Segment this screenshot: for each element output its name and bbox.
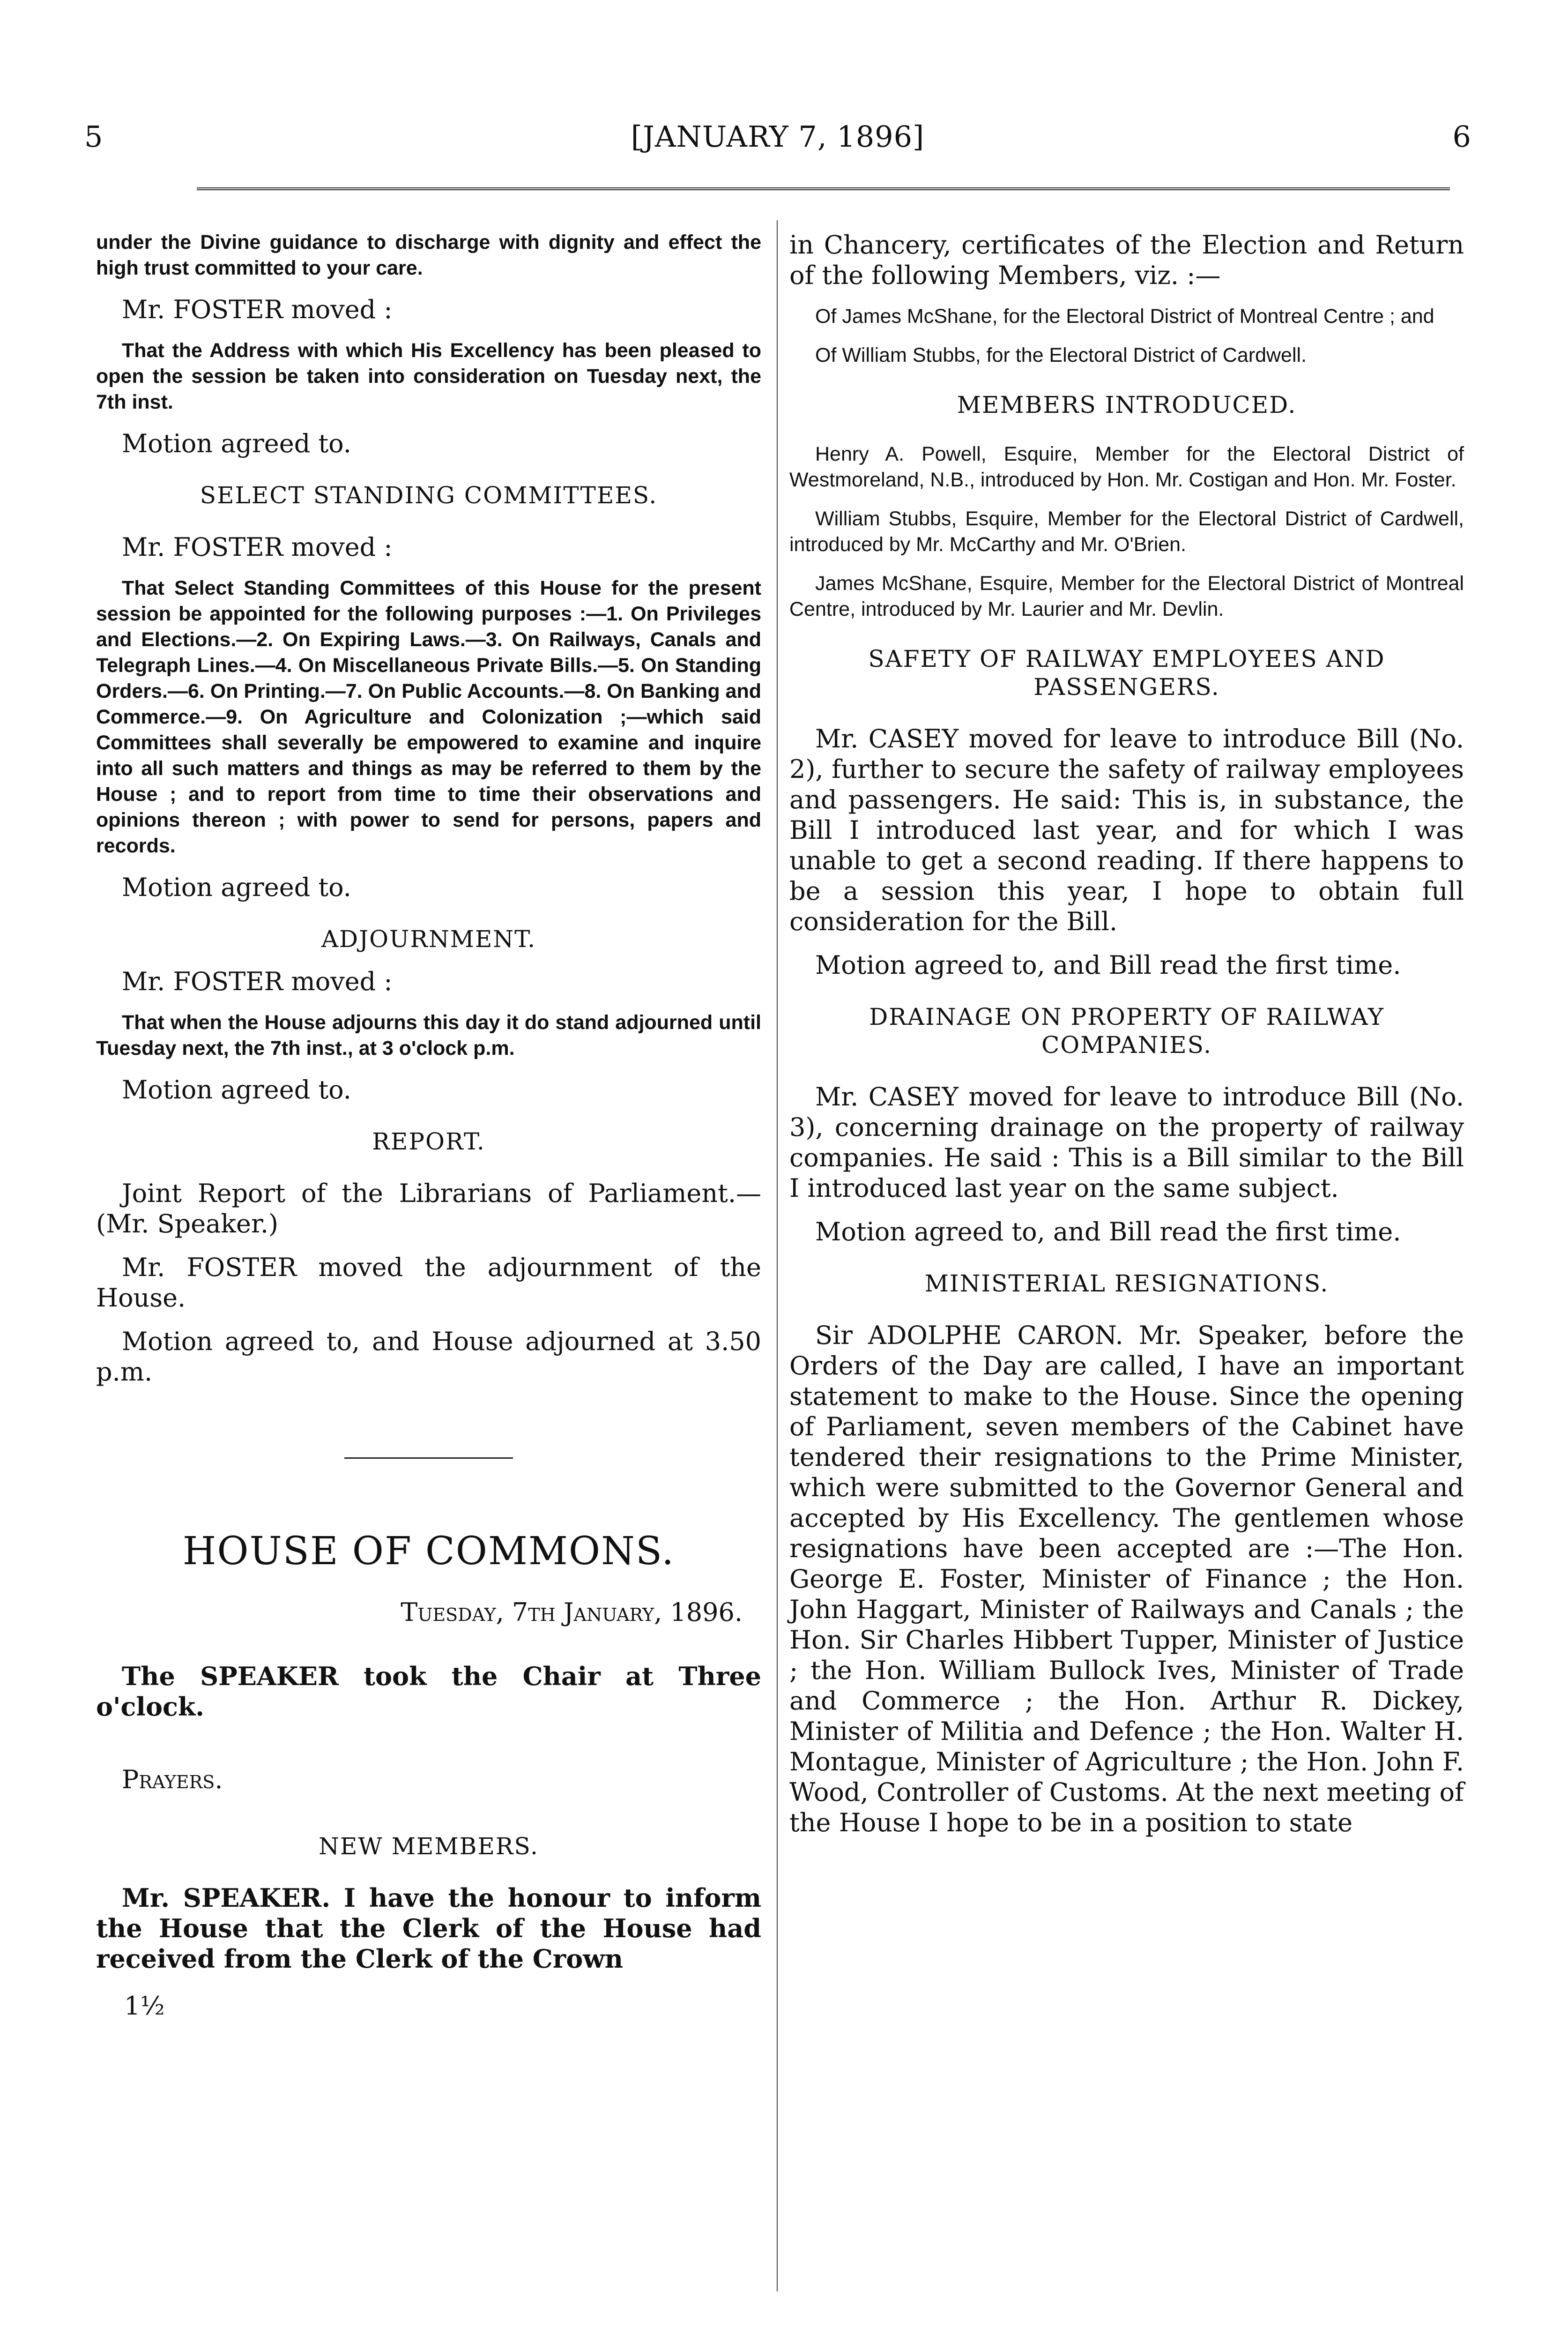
intro-mcshane: James McShane, Esquire, Member for the Electoral District of Montreal Centre, introduced by Mr. Laurier and Mr. Devlin. [789, 572, 1464, 620]
signature-mark: 1½ [124, 1991, 165, 2021]
page-number-left: 5 [84, 119, 103, 154]
heading-railway-safety: SAFETY OF RAILWAY EMPLOYEES AND PASSENGERS. [868, 645, 1385, 701]
heading-new-members: NEW MEMBERS. [319, 1833, 539, 1860]
motion-agreed-3: Motion agreed to. [122, 1075, 351, 1104]
address-continuation: under the Divine guidance to discharge with dignity and effect the high trust committed to your care. [96, 231, 761, 279]
foster-moved-2: Mr. FOSTER moved : [122, 532, 393, 562]
address-motion: That the Address with which His Excellency has been pleased to open the session be taken into consideration on Tuesday next, the 7th inst. [96, 339, 761, 413]
motion-agreed-2: Motion agreed to. [122, 873, 351, 902]
intro-powell: Henry A. Powell, Esquire, Member for the Electoral District of Westmoreland, N.B., introduced by Hon. Mr. Costigan and Hon. Mr. Foster. [789, 443, 1464, 491]
page-date-title: [JANUARY 7, 1896] [631, 119, 925, 154]
heading-adjournment: ADJOURNMENT. [321, 925, 536, 953]
bill-3-first-reading: Motion agreed to, and Bill read the first time. [815, 1217, 1401, 1246]
foster-moved-3: Mr. FOSTER moved : [122, 967, 393, 996]
casey-bill-2: Mr. CASEY moved for leave to introduce Bill (No. 2), further to secure the safety of railway employees and passengers. He said: This is, in substance, the Bill I introduced last year, and for which I was unable to get a second reading. If there happens to be a session this year, I hope to obtain full consideration for the Bill. [789, 724, 1464, 936]
house-adjourned: Motion agreed to, and House adjourned at 3.50 p.m. [96, 1327, 761, 1387]
librarians-report: Joint Report of the Librarians of Parliament.—(Mr. Speaker.) [96, 1179, 761, 1239]
speaker-announcement: Mr. SPEAKER. I have the honour to inform the House that the Clerk of the House had received from the Clerk of the Crown [96, 1883, 761, 1974]
prayers: Prayers. [122, 1765, 223, 1794]
page-header [84, 119, 1471, 162]
right-column [789, 230, 1464, 1838]
member-mcshane: Of James McShane, for the Electoral District of Montreal Centre ; and [815, 305, 1434, 328]
section-rule [344, 1457, 513, 1459]
heading-ministerial-resignations: MINISTERIAL RESIGNATIONS. [924, 1270, 1329, 1297]
sitting-date: Tuesday, 7th January, 1896. [401, 1597, 743, 1627]
committees-motion: That Select Standing Committees of this House for the present session be appointed for the following purposes :—1. On Privileges and Elections.—2. On Expiring Laws.—3. On Railways, Canals and Telegraph Lines.—4. On Miscellaneous Private Bills.—5. On Standing Orders.—6. On Printing.—7. On Public Accounts.—8. On Banking and Commerce.—9. On Agriculture and Colonization ;—which said Committees shall severally be empowered to examine and inquire into all such matters and things as may be referred to them by the House ; and to report from time to time their observations and opinions thereon ; with power to send for persons, papers and records. [96, 577, 761, 857]
heading-report: REPORT. [372, 1128, 485, 1155]
header-rule [197, 187, 1450, 190]
casey-bill-3: Mr. CASEY moved for leave to introduce Bill (No. 3), concerning drainage on the property of railway companies. He said : This is a Bill similar to the Bill I introduced last year on the same subject. [789, 1082, 1464, 1203]
election-return-continuation: in Chancery, certificates of the Election and Return of the following Members, viz. :— [789, 230, 1464, 290]
intro-stubbs: William Stubbs, Esquire, Member for the Electoral District of Cardwell, introduced by Mr. McCarthy and Mr. O'Brien. [789, 507, 1464, 556]
left-column [96, 230, 761, 2021]
motion-agreed-1: Motion agreed to. [122, 429, 351, 458]
column-divider [777, 220, 778, 2291]
heading-select-committees: SELECT STANDING COMMITTEES. [200, 482, 658, 509]
speaker-took-chair: The SPEAKER took the Chair at Three o'clock. [96, 1661, 761, 1722]
heading-members-introduced: MEMBERS INTRODUCED. [957, 391, 1297, 418]
member-stubbs: Of William Stubbs, for the Electoral District of Cardwell. [815, 344, 1307, 366]
adjourn-motion: That when the House adjourns this day it do stand adjourned until Tuesday next, the 7th inst., at 3 o'clock p.m. [96, 1011, 761, 1060]
heading-house-of-commons: HOUSE OF COMMONS. [182, 1529, 675, 1574]
page-number-right: 6 [1452, 119, 1471, 154]
foster-adjournment: Mr. FOSTER moved the adjournment of the House. [96, 1253, 761, 1313]
heading-drainage: DRAINAGE ON PROPERTY OF RAILWAY COMPANIES. [869, 1003, 1384, 1059]
caron-statement: Sir ADOLPHE CARON. Mr. Speaker, before the Orders of the Day are called, I have an important statement to make to the House. Since the opening of Parliament, seven members of the Cabinet have tendered their resignations to the Prime Minister, which were submitted to the Governor General and accepted by His Excellency. The gentlemen whose resignations have been accepted are :—The Hon. George E. Foster, Minister of Finance ; the Hon. John Haggart, Minister of Railways and Canals ; the Hon. Sir Charles Hibbert Tupper, Minister of Justice ; the Hon. William Bullock Ives, Minister of Trade and Commerce ; the Hon. Arthur R. Dickey, Minister of Militia and Defence ; the Hon. Walter H. Montague, Minister of Agriculture ; the Hon. John F. Wood, Controller of Customs. At the next meeting of the House I hope to be in a position to state [789, 1321, 1464, 1837]
bill-2-first-reading: Motion agreed to, and Bill read the first time. [815, 950, 1401, 980]
foster-moved-1: Mr. FOSTER moved : [122, 295, 393, 324]
